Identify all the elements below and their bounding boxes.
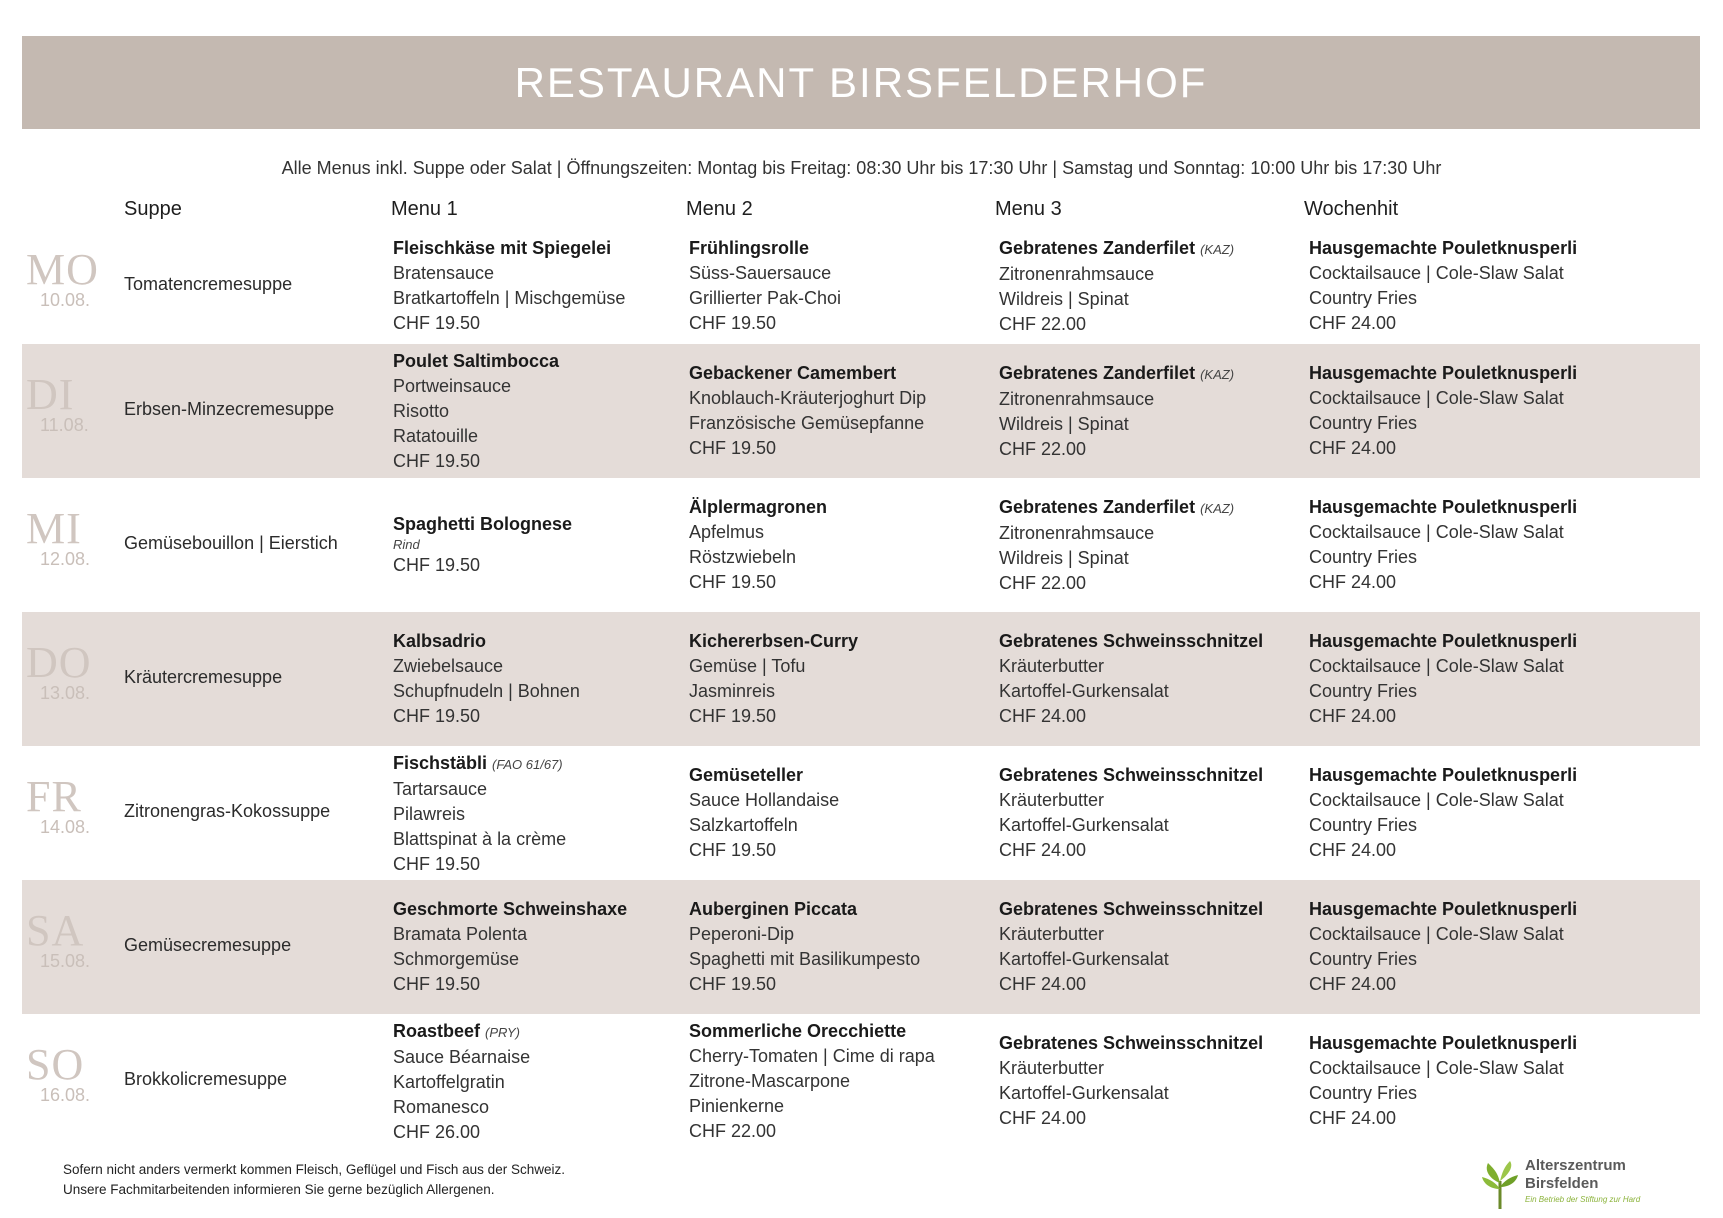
footer-line-allergens: Unsere Fachmitarbeitenden informieren Sie gerne bezüglich Allergenen. (63, 1182, 495, 1197)
dish-side: Cherry-Tomaten | Cime di rapa (689, 1046, 935, 1066)
dish-name: Hausgemachte Pouletknusperli (1309, 899, 1578, 919)
dish-side: Peperoni-Dip (689, 924, 795, 944)
dish-price: CHF 19.50 (393, 313, 481, 333)
day-date: 16.08. (40, 1085, 91, 1105)
dish-side: Country Fries (1309, 815, 1418, 835)
dish-title (999, 236, 1234, 262)
dish-side: Country Fries (1309, 288, 1418, 308)
dish-name: Geschmorte Schweinshaxe (393, 899, 628, 919)
dish-name: Gebackener Camembert (689, 363, 897, 383)
page-title: RESTAURANT BIRSFELDERHOF (514, 58, 1208, 106)
column-header-menu-3: Menu 3 (995, 198, 1062, 220)
soup-of-the-day: Zitronengras-Kokossuppe (124, 801, 331, 821)
soup-of-the-day: Kräutercremesuppe (124, 667, 283, 687)
day-abbreviation: FR (26, 772, 82, 821)
dish-price: CHF 19.50 (689, 706, 777, 726)
dish-side: Französische Gemüsepfanne (689, 413, 925, 433)
dish-side: Jasminreis (689, 681, 776, 701)
dish-name: Gebratenes Zanderfilet (999, 238, 1196, 258)
dish-title (999, 361, 1234, 387)
dish-title (999, 1031, 1263, 1056)
dish-price: CHF 24.00 (1309, 974, 1397, 994)
dish-side: Zitronenrahmsauce (999, 389, 1155, 409)
menu-1-cell (393, 349, 559, 474)
dish-name: Hausgemachte Pouletknusperli (1309, 631, 1578, 651)
dish-title (999, 495, 1234, 521)
dish-price: CHF 24.00 (999, 1108, 1087, 1128)
menu-3-cell (999, 495, 1234, 596)
column-header-menu-2: Menu 2 (686, 198, 753, 220)
dish-name: Hausgemachte Pouletknusperli (1309, 363, 1578, 383)
day-row-di (22, 344, 1700, 478)
menu-2-cell (689, 495, 827, 595)
day-date: 11.08. (40, 415, 89, 435)
day-abbreviation: MI (26, 504, 82, 553)
dish-origin: (FAO 61/67) (492, 757, 563, 772)
menu-3-cell (999, 1031, 1263, 1131)
menu-2-cell (689, 361, 926, 461)
day-row-mi (22, 478, 1700, 612)
dish-side: Cocktailsauce | Cole-Slaw Salat (1309, 924, 1564, 944)
dish-price: CHF 19.50 (689, 572, 777, 592)
dish-title (393, 236, 625, 261)
dish-price: CHF 24.00 (1309, 572, 1397, 592)
dish-side: Kartoffel-Gurkensalat (999, 949, 1169, 969)
menu-2-cell (689, 763, 839, 863)
menu-4-cell (1309, 236, 1577, 336)
dish-side: Tartarsauce (393, 779, 488, 799)
dish-side: Salzkartoffeln (689, 815, 798, 835)
day-row-fr (22, 746, 1700, 880)
menu-4-cell (1309, 361, 1577, 461)
dish-name: Hausgemachte Pouletknusperli (1309, 238, 1578, 258)
dish-side: Schmorgemüse (393, 949, 520, 969)
dish-side: Kartoffelgratin (393, 1072, 505, 1092)
day-abbreviation: MO (26, 245, 99, 294)
soup-of-the-day: Tomatencremesuppe (124, 274, 293, 294)
day-abbreviation: SO (26, 1040, 85, 1089)
day-row-sa (22, 880, 1700, 1014)
dish-price: CHF 19.50 (393, 854, 481, 874)
dish-side: Portweinsauce (393, 376, 512, 396)
dish-side: Risotto (393, 401, 450, 421)
column-header-wochenhit: Wochenhit (1304, 198, 1399, 220)
alterszentrum-logo (1480, 1155, 1700, 1215)
dish-name: Gebratenes Schweinsschnitzel (999, 1033, 1264, 1053)
dish-name: Auberginen Piccata (689, 899, 858, 919)
dish-name: Poulet Saltimbocca (393, 351, 560, 371)
dish-title (689, 629, 858, 654)
dish-title (1309, 629, 1577, 654)
tree-logo-icon (1480, 1159, 1520, 1211)
dish-side: Grillierter Pak-Choi (689, 288, 842, 308)
dish-origin: (KAZ) (1200, 501, 1235, 516)
dish-side: Pinienkerne (689, 1096, 785, 1116)
dish-side: Röstzwiebeln (689, 547, 797, 567)
dish-price: CHF 24.00 (1309, 840, 1397, 860)
dish-name: Frühlingsrolle (689, 238, 810, 258)
dish-name: Hausgemachte Pouletknusperli (1309, 1033, 1578, 1053)
dish-note: Rind (393, 537, 420, 552)
menu-3-cell (999, 236, 1234, 337)
dish-side: Knoblauch-Kräuterjoghurt Dip (689, 388, 927, 408)
dish-price: CHF 22.00 (999, 314, 1087, 334)
dish-side: Country Fries (1309, 681, 1418, 701)
dish-side: Apfelmus (689, 522, 765, 542)
menu-2-cell (689, 897, 920, 997)
dish-title (1309, 361, 1577, 386)
dish-title (689, 361, 926, 386)
dish-side: Süss-Sauersauce (689, 263, 832, 283)
dish-side: Gemüse | Tofu (689, 656, 806, 676)
day-row-so (22, 1014, 1700, 1148)
dish-price: CHF 22.00 (999, 573, 1087, 593)
menu-4-cell (1309, 763, 1577, 863)
dish-price: CHF 24.00 (999, 706, 1087, 726)
column-header-menu-1: Menu 1 (391, 198, 458, 220)
dish-name: Sommerliche Orecchiette (689, 1021, 907, 1041)
dish-name: Fleischkäse mit Spiegelei (393, 238, 612, 258)
day-abbreviation: DI (26, 370, 75, 419)
dish-title (1309, 236, 1577, 261)
menu-3-cell (999, 897, 1263, 997)
dish-name: Kichererbsen-Curry (689, 631, 859, 651)
dish-side: Spaghetti mit Basilikumpesto (689, 949, 921, 969)
dish-side: Country Fries (1309, 413, 1418, 433)
dish-side: Cocktailsauce | Cole-Slaw Salat (1309, 790, 1564, 810)
dish-origin: (KAZ) (1200, 367, 1235, 382)
dish-side: Sauce Béarnaise (393, 1047, 531, 1067)
dish-name: Hausgemachte Pouletknusperli (1309, 765, 1578, 785)
dish-price: CHF 19.50 (689, 438, 777, 458)
menu-4-cell (1309, 1031, 1577, 1131)
dish-name: Älplermagronen (689, 497, 828, 517)
dish-name: Fischstäbli (393, 753, 488, 773)
dish-title (393, 349, 559, 374)
dish-price: CHF 24.00 (999, 974, 1087, 994)
dish-side: Bramata Polenta (393, 924, 528, 944)
dish-side: Cocktailsauce | Cole-Slaw Salat (1309, 656, 1564, 676)
dish-title (1309, 1031, 1577, 1056)
dish-price: CHF 22.00 (999, 439, 1087, 459)
menu-3-cell (999, 361, 1234, 462)
dish-price: CHF 19.50 (689, 974, 777, 994)
dish-name: Gebratenes Schweinsschnitzel (999, 765, 1264, 785)
dish-side: Schupfnudeln | Bohnen (393, 681, 580, 701)
soup-of-the-day: Gemüsecremesuppe (124, 935, 292, 955)
dish-side: Cocktailsauce | Cole-Slaw Salat (1309, 388, 1564, 408)
dish-name: Gebratenes Schweinsschnitzel (999, 631, 1264, 651)
menu-1-cell (393, 1019, 530, 1145)
menu-1-cell (393, 751, 566, 877)
footer-line-origin: Sofern nicht anders vermerkt kommen Fleisch, Geflügel und Fisch aus der Schweiz. (63, 1162, 565, 1177)
logo-name (1525, 1157, 1626, 1193)
dish-title (1309, 763, 1577, 788)
dish-side: Kräuterbutter (999, 1058, 1105, 1078)
dish-side: Kräuterbutter (999, 924, 1105, 944)
dish-side: Cocktailsauce | Cole-Slaw Salat (1309, 263, 1564, 283)
dish-side: Bratensauce (393, 263, 495, 283)
dish-price: CHF 19.50 (689, 313, 777, 333)
day-date: 13.08. (40, 683, 91, 703)
dish-side: Wildreis | Spinat (999, 548, 1129, 568)
dish-name: Gemüseteller (689, 765, 804, 785)
dish-origin: (KAZ) (1200, 242, 1235, 257)
menu-4-cell (1309, 897, 1577, 997)
menu-3-cell (999, 763, 1263, 863)
day-date: 14.08. (40, 817, 91, 837)
column-header-soup: Suppe (124, 198, 182, 220)
day-date: 10.08. (40, 290, 91, 310)
menu-4-cell (1309, 629, 1577, 729)
dish-side: Country Fries (1309, 547, 1418, 567)
dish-price: CHF 19.50 (689, 840, 777, 860)
dish-price: CHF 24.00 (1309, 313, 1397, 333)
dish-side: Country Fries (1309, 949, 1418, 969)
dish-price: CHF 22.00 (689, 1121, 777, 1141)
dish-name: Gebratenes Schweinsschnitzel (999, 899, 1264, 919)
dish-name: Roastbeef (393, 1021, 481, 1041)
dish-title (689, 495, 827, 520)
logo-name-line-2: Birsfelden (1525, 1175, 1599, 1192)
header-banner (22, 36, 1700, 129)
dish-title (393, 751, 566, 777)
dish-price: CHF 19.50 (393, 451, 481, 471)
dish-title (999, 897, 1263, 922)
opening-hours-subtitle: Alle Menus inkl. Suppe oder Salat | Öffnungszeiten: Montag bis Freitag: 08:30 Uhr bis 17:30 Uhr | Samstag und Sonntag: 10:00 Uhr bis 17:30 Uhr (281, 158, 1442, 178)
dish-title (689, 1019, 935, 1044)
day-abbreviation: SA (26, 906, 85, 955)
dish-side: Zitronenrahmsauce (999, 264, 1155, 284)
dish-side: Cocktailsauce | Cole-Slaw Salat (1309, 522, 1564, 542)
menu-2-cell (689, 1019, 935, 1144)
dish-title (393, 512, 572, 537)
dish-side: Sauce Hollandaise (689, 790, 840, 810)
dish-price: CHF 26.00 (393, 1122, 481, 1142)
dish-title (999, 763, 1263, 788)
dish-name: Gebratenes Zanderfilet (999, 363, 1196, 383)
dish-side: Pilawreis (393, 804, 466, 824)
menu-1-cell (393, 236, 625, 336)
dish-title (1309, 495, 1577, 520)
dish-side: Kartoffel-Gurkensalat (999, 681, 1169, 701)
menu-2-cell (689, 236, 841, 336)
dish-title (393, 629, 580, 654)
menu-4-cell (1309, 495, 1577, 595)
dish-price: CHF 19.50 (393, 706, 481, 726)
menu-2-cell (689, 629, 858, 729)
dish-side: Zwiebelsauce (393, 656, 504, 676)
dish-side: Kartoffel-Gurkensalat (999, 1083, 1169, 1103)
dish-title (689, 236, 841, 261)
menu-1-cell (393, 897, 627, 997)
dish-price: CHF 24.00 (1309, 438, 1397, 458)
dish-side: Zitronenrahmsauce (999, 523, 1155, 543)
menu-1-cell (393, 629, 580, 729)
day-abbreviation: DO (26, 638, 92, 687)
dish-name: Kalbsadrio (393, 631, 487, 651)
dish-side: Cocktailsauce | Cole-Slaw Salat (1309, 1058, 1564, 1078)
dish-title (999, 629, 1263, 654)
soup-of-the-day: Erbsen-Minzecremesuppe (124, 399, 335, 419)
dish-price: CHF 24.00 (1309, 1108, 1397, 1128)
dish-name: Spaghetti Bolognese (393, 514, 573, 534)
menu-3-cell (999, 629, 1263, 729)
dish-name: Gebratenes Zanderfilet (999, 497, 1196, 517)
dish-title (689, 897, 920, 922)
dish-side: Blattspinat à la crème (393, 829, 567, 849)
menu-1-cell (393, 512, 572, 578)
day-date: 12.08. (40, 549, 91, 569)
footer-note (63, 1160, 565, 1200)
dish-side: Wildreis | Spinat (999, 414, 1129, 434)
soup-of-the-day: Gemüsebouillon | Eierstich (124, 533, 338, 553)
dish-side: Country Fries (1309, 1083, 1418, 1103)
dish-title (393, 1019, 530, 1045)
dish-side: Kräuterbutter (999, 790, 1105, 810)
dish-side: Zitrone-Mascarpone (689, 1071, 851, 1091)
dish-side: Kartoffel-Gurkensalat (999, 815, 1169, 835)
dish-title (689, 763, 839, 788)
dish-price: CHF 19.50 (393, 974, 481, 994)
logo-tagline: Ein Betrieb der Stiftung zur Hard (1525, 1195, 1641, 1204)
dish-title (1309, 897, 1577, 922)
dish-origin: (PRY) (485, 1025, 520, 1040)
dish-side: Ratatouille (393, 426, 479, 446)
dish-price: CHF 19.50 (393, 555, 481, 575)
day-row-do (22, 612, 1700, 746)
soup-of-the-day: Brokkolicremesuppe (124, 1069, 288, 1089)
dish-price: CHF 24.00 (1309, 706, 1397, 726)
day-row-mo (22, 228, 1700, 344)
dish-price: CHF 24.00 (999, 840, 1087, 860)
dish-side: Kräuterbutter (999, 656, 1105, 676)
dish-side: Romanesco (393, 1097, 490, 1117)
logo-name-line-1: Alterszentrum (1525, 1157, 1626, 1174)
dish-side: Wildreis | Spinat (999, 289, 1129, 309)
day-date: 15.08. (40, 951, 91, 971)
dish-name: Hausgemachte Pouletknusperli (1309, 497, 1578, 517)
dish-side: Bratkartoffeln | Mischgemüse (393, 288, 626, 308)
dish-title (393, 897, 627, 922)
